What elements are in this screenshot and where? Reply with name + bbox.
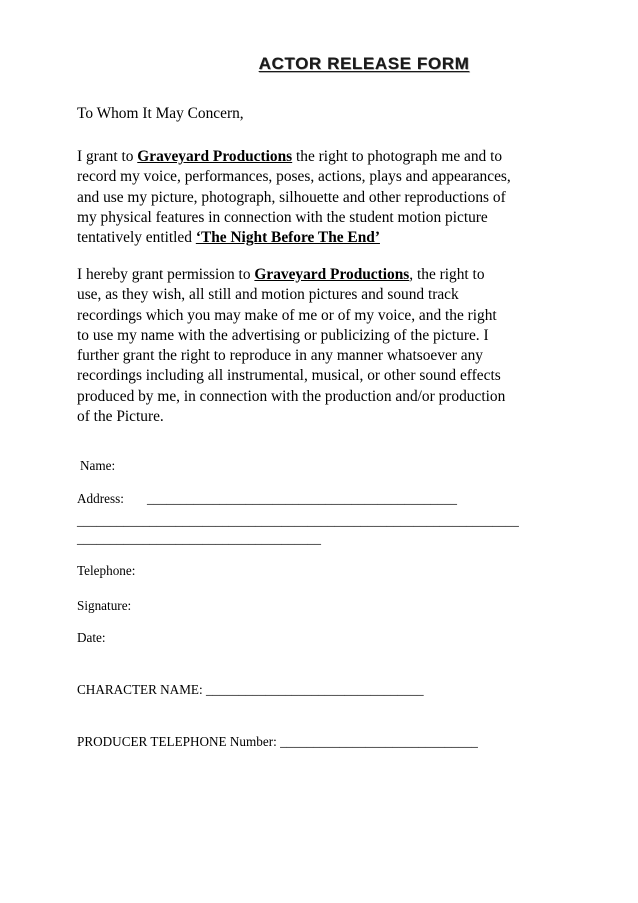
permission-line-2: use, as they wish, all still and motion pictures and sound track	[77, 286, 459, 304]
grant-text: I grant to	[77, 148, 138, 165]
permission-text: , the right to	[409, 266, 485, 283]
permission-text: I hereby grant permission to	[77, 266, 255, 283]
permission-line-4: to use my name with the advertising or publicizing of the picture. I	[77, 326, 489, 344]
permission-line-8: of the Picture.	[77, 408, 164, 426]
grant-text: tentatively entitled	[77, 229, 196, 247]
address-label: Address:	[77, 491, 124, 506]
address-blank-line-3[interactable]: _____________________________________	[77, 531, 321, 546]
date-field[interactable]	[77, 629, 106, 647]
grant-line-3: and use my picture, photograph, silhouette and other reproductions of	[77, 188, 506, 206]
producer-telephone-field[interactable]	[77, 733, 478, 751]
grant-text: the right to photograph me and to	[292, 148, 503, 165]
company-name: Graveyard Productions	[137, 148, 293, 165]
grant-line-5	[77, 228, 567, 248]
grant-line-4: my physical features in connection with the student motion picture	[77, 208, 488, 226]
salutation: To Whom It May Concern,	[77, 105, 244, 122]
producer-telephone-label: PRODUCER TELEPHONE Number:	[77, 734, 281, 749]
address-field[interactable]	[77, 490, 457, 508]
producer-telephone-blank[interactable]: ______________________________	[280, 734, 478, 749]
telephone-field[interactable]	[77, 562, 135, 580]
permission-line-1	[77, 265, 567, 285]
character-name-label: CHARACTER NAME:	[77, 682, 206, 697]
grant-line-2: record my voice, performances, poses, actions, plays and appearances,	[77, 168, 511, 186]
character-name-blank[interactable]: _________________________________	[205, 682, 424, 697]
grant-paragraph	[77, 147, 567, 248]
form-title: ACTOR RELEASE FORM	[258, 54, 470, 73]
signature-field[interactable]	[77, 597, 131, 615]
name-field[interactable]	[80, 457, 115, 475]
film-title: ‘The Night Before The End’	[195, 229, 380, 247]
permission-line-3: recordings which you may make of me or of my voice, and the right	[77, 306, 497, 324]
grant-line-1	[77, 147, 567, 167]
telephone-label: Telephone:	[77, 563, 136, 578]
address-blank-line-2[interactable]: ___________________________________________________________________	[77, 513, 519, 528]
date-label: Date:	[77, 630, 106, 645]
name-label: Name:	[80, 458, 116, 473]
permission-line-5: further grant the right to reproduce in any manner whatsoever any	[77, 347, 483, 365]
character-name-field[interactable]	[77, 681, 424, 699]
address-blank-line[interactable]: _______________________________________________	[147, 491, 457, 506]
company-name: Graveyard Productions	[254, 266, 410, 283]
permission-paragraph	[77, 265, 567, 427]
signature-label: Signature:	[77, 598, 132, 613]
permission-line-7: produced by me, in connection with the production and/or production	[77, 387, 506, 405]
permission-line-6: recordings including all instrumental, musical, or other sound effects	[77, 367, 501, 385]
